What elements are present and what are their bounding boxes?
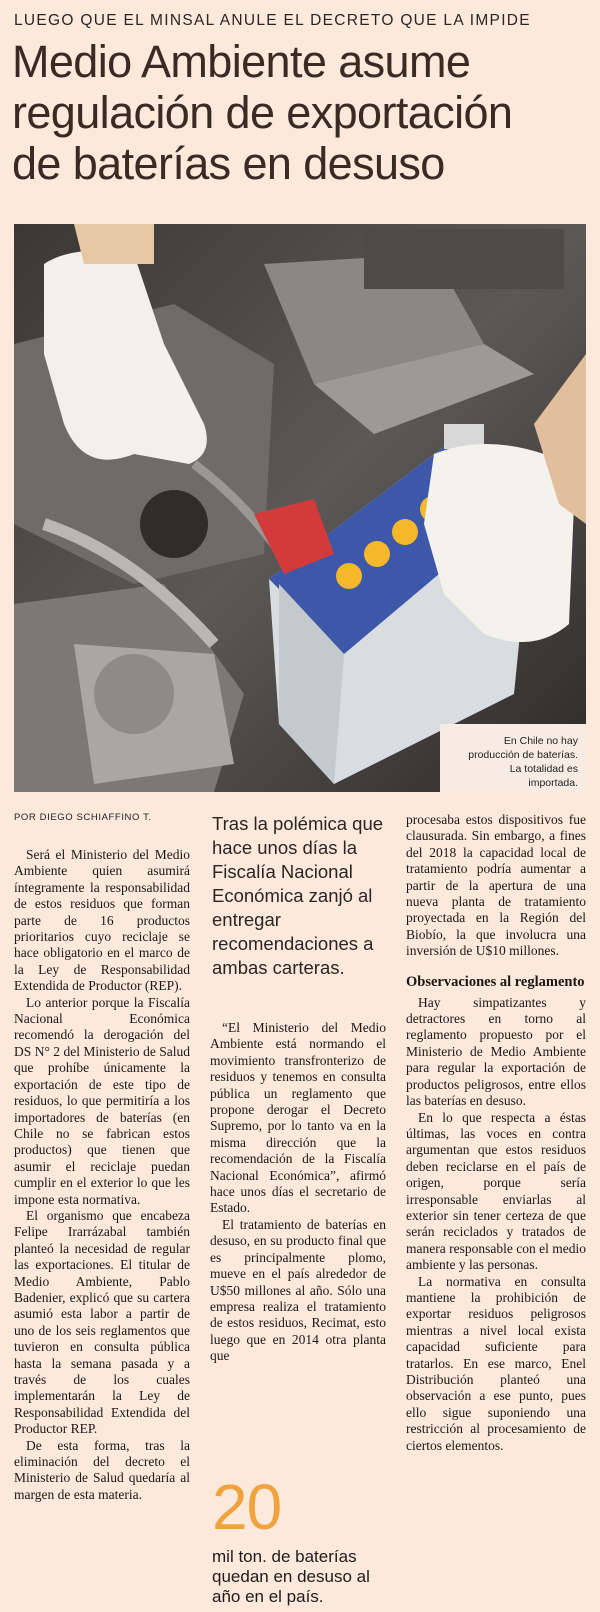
- headline-line: Medio Ambiente asume: [12, 36, 471, 87]
- paragraph: El tratamiento de baterías en desuso, en su producto final que es principalmente plomo, mueve en el país alrededor de U$50 millones al año. Sólo una empresa realiza el tratamiento de estos residuos, Recimat, esto luego que en 2014 otra planta que: [210, 1216, 386, 1364]
- caption-line: importada.: [528, 777, 578, 789]
- paragraph: De esta forma, tras la eliminación del decreto el Ministerio de Salud quedaría al margen de esta materia.: [14, 1437, 190, 1502]
- paragraph: “El Ministerio del Medio Ambiente está normando el movimiento transfronterizo de residuos y tenemos en consulta pública un reglamento que propone derogar el Decreto Supremo, por lo tanto va en la misma dirección que la recomendación de la Fiscalía Nacional Económica”, afirmó hace unos días el secretario de Estado.: [210, 1020, 386, 1216]
- stat-text: mil ton. de baterías quedan en desuso al año en el país.: [212, 1547, 370, 1606]
- photo-battery-engine: [14, 224, 586, 792]
- paragraph: Hay simpatizantes y detractores en torno al reglamento propuesto por el Ministerio de Medio Ambiente para regular la exportación de productos peligrosos, entre ellos las baterías en desuso.: [406, 994, 586, 1109]
- caption-line: En Chile no hay: [503, 735, 578, 747]
- subheading: Observaciones al reglamento: [406, 973, 585, 990]
- pull-quote: Tras la polémica que hace unos días la Fiscalía Nacional Económica zanjó al entregar recomendaciones a ambas carteras.: [212, 813, 384, 978]
- headline-line: de baterías en desuso: [12, 138, 445, 189]
- paragraph: La normativa en consulta mantiene la prohibición de exportar residuos peligrosos mientras a nivel local exista capacidad suficiente para tratarlos. En ese marco, Enel Distribución planteó una observación a ese punto, pues ello sigue suponiendo una restricción al procesamiento de ciertos elementos.: [406, 1273, 586, 1453]
- byline: POR DIEGO SCHIAFFINO T.: [14, 812, 152, 823]
- kicker: LUEGO QUE EL MINSAL ANULE EL DECRETO QUE LA IMPIDE: [14, 12, 531, 29]
- caption-line: producción de baterías.: [468, 749, 578, 761]
- stat-number: 20: [212, 1471, 282, 1543]
- paragraph: En lo que respecta a éstas últimas, las voces en contra argumentan que estos residuos deben reciclarse en el país de origen, porque sería irresponsable enviarlas al exterior sin tener certeza de que serán reciclados y tratados de manera responsable con el medio ambiente y las personas.: [406, 1109, 586, 1273]
- paragraph: El organismo que encabeza Felipe Irarrázabal también planteó la necesidad de regular las exportaciones. El titular de Medio Ambiente, Pablo Badenier, explicó que su cartera asumió esta labor a partir de uno de los seis reglamentos que tuvieron en consulta pública hasta la semana pasada y a través de los cuales implementarán la Ley de Responsabilidad Extendida del Productor REP.: [14, 1207, 190, 1437]
- column-3: [406, 812, 586, 1454]
- headline-line: regulación de exportación: [12, 87, 513, 138]
- stat-box: [212, 1471, 388, 1607]
- column-2: [210, 812, 386, 1365]
- caption-line: La totalidad es: [509, 763, 578, 775]
- photo-caption: [440, 724, 586, 792]
- photo-illustration: [14, 224, 586, 792]
- headline: [12, 36, 592, 189]
- paragraph: Será el Ministerio del Medio Ambiente quien asumirá íntegramente la responsabilidad de estos residuos que forman parte de 16 productos prioritarios cuyo reciclaje se hace obligatorio en el marco de la Ley de Responsabilidad Extendida de Productor (REP).: [14, 847, 190, 994]
- paragraph: Lo anterior porque la Fiscalía Nacional Económica recomendó la derogación del DS N° 2 del Ministerio de Salud que prohíbe únicamente la exportación de este tipo de residuos, lo que permitiría a los importadores de baterías (en Chile no se fabrican estos productos) que tienen que asumir el reciclaje puedan cumplir en el exterior lo que les impone esta normativa.: [14, 994, 190, 1207]
- paragraph: procesaba estos dispositivos fue clausurada. Sin embargo, a fines del 2018 la capacidad local de tratamiento podría aumentar a partir de la apertura de una nueva planta de tratamiento proyectada en la Región del Biobío, la que involucra una inversión de U$10 millones.: [406, 812, 586, 959]
- column-1: [14, 812, 190, 1503]
